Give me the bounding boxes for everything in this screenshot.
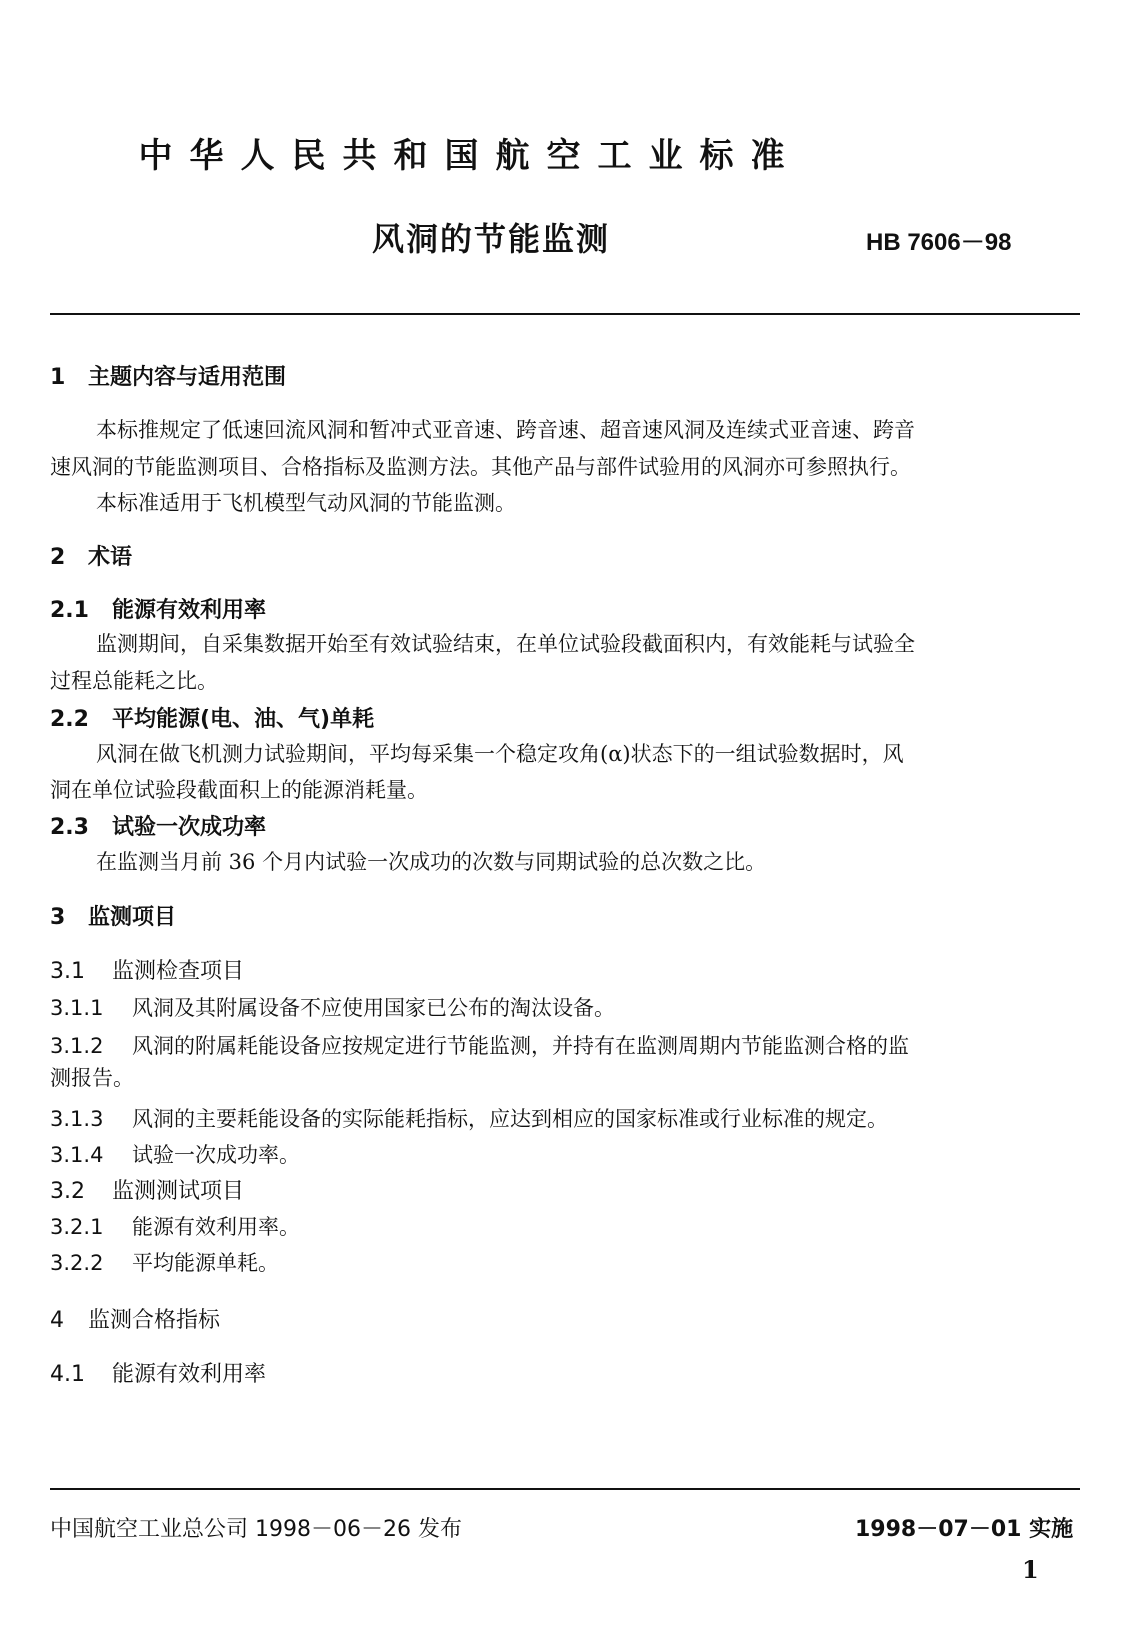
section-title: 监测项目 bbox=[88, 905, 177, 930]
section-2-heading bbox=[50, 540, 132, 571]
item-number: 3.1.3 bbox=[50, 1107, 104, 1131]
list-item bbox=[50, 992, 615, 1022]
item-text: 风洞及其附属设备不应使用国家已公布的淘汰设备。 bbox=[132, 996, 615, 1020]
paragraph-line: 过程总能耗之比。 bbox=[50, 669, 218, 693]
subsection-number: 3.1 bbox=[50, 959, 85, 984]
header-rule bbox=[50, 313, 1080, 315]
item-number: 3.2.2 bbox=[50, 1251, 104, 1275]
section-number: 1 bbox=[50, 365, 66, 390]
paragraph-line: 洞在单位试验段截面积上的能源消耗量。 bbox=[50, 778, 428, 802]
subsection-3-1-heading bbox=[50, 954, 244, 985]
subsection-number: 3.2 bbox=[50, 1179, 85, 1204]
section-title: 监测合格指标 bbox=[88, 1308, 221, 1333]
subsection-number: 4.1 bbox=[50, 1362, 85, 1387]
section-3-heading bbox=[50, 900, 176, 931]
item-text: 试验一次成功率。 bbox=[132, 1143, 300, 1167]
document-code: HB 7606－98 bbox=[866, 229, 1012, 256]
section-number: 3 bbox=[50, 905, 66, 930]
subsection-2-2-heading bbox=[50, 702, 374, 733]
item-text: 平均能源单耗。 bbox=[132, 1251, 279, 1275]
subsection-2-3-heading bbox=[50, 810, 266, 841]
subsection-number: 2.2 bbox=[50, 707, 89, 732]
paragraph-line: 风洞在做飞机测力试验期间，平均每采集一个稳定攻角(α)状态下的一组试验数据时，风 bbox=[96, 742, 904, 766]
section-title: 主题内容与适用范围 bbox=[88, 365, 287, 390]
section-title: 术语 bbox=[88, 545, 133, 570]
subsection-title: 监测检查项目 bbox=[112, 959, 245, 984]
publisher-note: 中国航空工业总公司 1998－06－26 发布 bbox=[50, 1517, 462, 1542]
item-number: 3.1.4 bbox=[50, 1143, 104, 1167]
subsection-number: 2.3 bbox=[50, 815, 89, 840]
paragraph-line: 在监测当月前 36 个月内试验一次成功的次数与同期试验的总次数之比。 bbox=[96, 850, 767, 874]
paragraph-line: 监测期间，自采集数据开始至有效试验结束，在单位试验段截面积内，有效能耗与试验全 bbox=[96, 632, 915, 656]
list-item bbox=[50, 1247, 279, 1277]
paragraph-line: 速风洞的节能监测项目、合格指标及监测方法。其他产品与部件试验用的风洞亦可参照执行。 bbox=[50, 455, 911, 479]
list-item bbox=[50, 1139, 300, 1169]
item-number: 3.1.1 bbox=[50, 996, 104, 1020]
standard-title: 中华人民共和国航空工业标准 bbox=[138, 136, 802, 176]
paragraph-line: 本标推规定了低速回流风洞和暂冲式亚音速、跨音速、超音速风洞及连续式亚音速、跨音 bbox=[96, 418, 915, 442]
list-item bbox=[50, 1030, 909, 1060]
item-text: 能源有效利用率。 bbox=[132, 1215, 300, 1239]
section-4-heading bbox=[50, 1303, 220, 1334]
section-1-heading bbox=[50, 360, 286, 391]
item-text: 风洞的附属耗能设备应按规定进行节能监测，并持有在监测周期内节能监测合格的监 bbox=[132, 1034, 909, 1058]
effective-date: 1998－07－01 实施 bbox=[855, 1517, 1074, 1542]
subsection-3-2-heading bbox=[50, 1174, 244, 1205]
subsection-number: 2.1 bbox=[50, 598, 89, 623]
subsection-4-1-heading bbox=[50, 1357, 266, 1388]
subsection-title: 平均能源(电、油、气)单耗 bbox=[112, 707, 375, 732]
paragraph-line: 本标准适用于飞机模型气动风洞的节能监测。 bbox=[96, 491, 516, 515]
subsection-2-1-heading bbox=[50, 593, 266, 624]
subsection-title: 监测测试项目 bbox=[112, 1179, 245, 1204]
section-number: 4 bbox=[50, 1308, 64, 1333]
list-item bbox=[50, 1103, 888, 1133]
subsection-title: 能源有效利用率 bbox=[112, 1362, 267, 1387]
item-number: 3.1.2 bbox=[50, 1034, 104, 1058]
page-number: 1 bbox=[1022, 1555, 1039, 1584]
footer-rule bbox=[50, 1488, 1080, 1490]
section-number: 2 bbox=[50, 545, 66, 570]
subsection-title: 试验一次成功率 bbox=[112, 815, 267, 840]
subsection-title: 能源有效利用率 bbox=[112, 598, 267, 623]
paragraph-line: 测报告。 bbox=[50, 1066, 134, 1090]
document-title: 风洞的节能监测 bbox=[372, 220, 611, 258]
item-text: 风洞的主要耗能设备的实际能耗指标，应达到相应的国家标准或行业标准的规定。 bbox=[132, 1107, 888, 1131]
list-item bbox=[50, 1211, 300, 1241]
item-number: 3.2.1 bbox=[50, 1215, 104, 1239]
